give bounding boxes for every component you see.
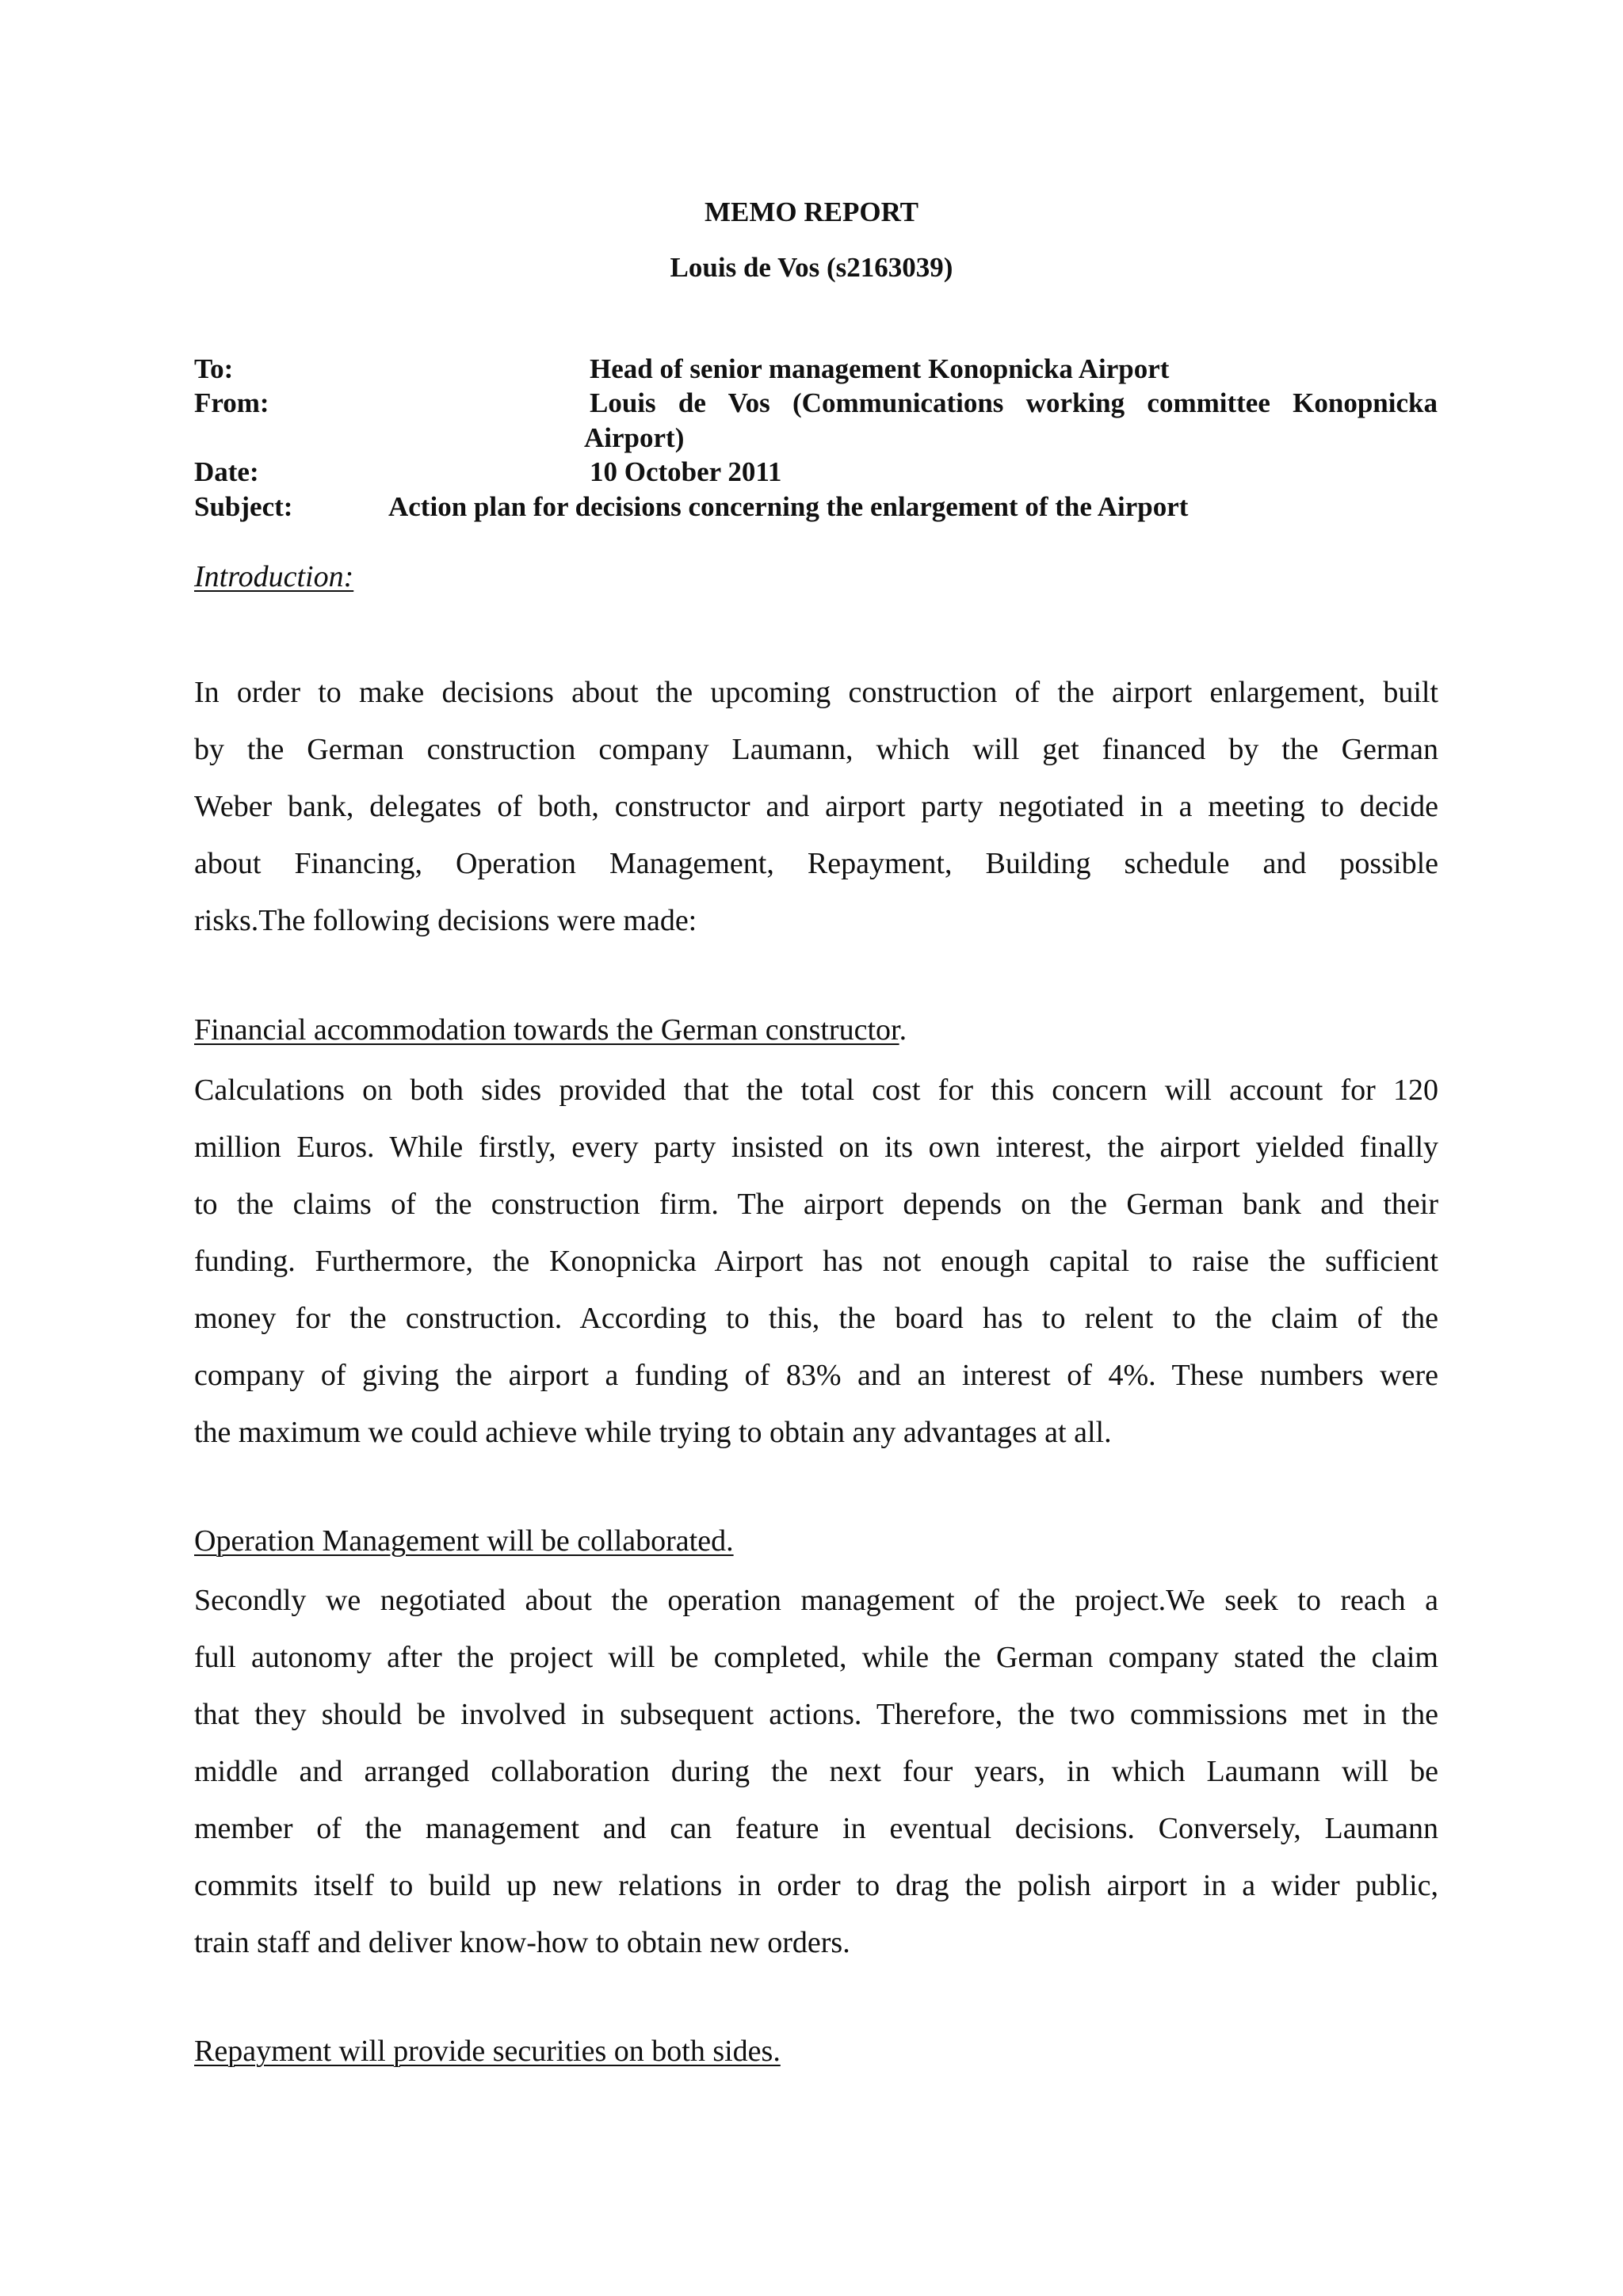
paragraph-line: funding. Furthermore, the Konopnicka Airport has not enough capital to raise the sufficient — [194, 1245, 1438, 1278]
paragraph-line: to the claims of the construction firm. The airport depends on the German bank and their — [194, 1188, 1438, 1221]
paragraph-line: full autonomy after the project will be completed, while the German company stated the claim — [194, 1641, 1438, 1674]
from-value-line1: Louis de Vos (Communications working committee Konopnicka — [590, 387, 1438, 418]
paragraph-line: commits itself to build up new relations in order to drag the polish airport in a wider public, — [194, 1869, 1438, 1902]
from-value-line2: Airport) — [584, 422, 685, 453]
paragraph-line: Weber bank, delegates of both, constructor and airport party negotiated in a meeting to decide — [194, 790, 1438, 823]
financial-heading-period: . — [899, 1013, 907, 1047]
paragraph-line: In order to make decisions about the upcoming construction of the airport enlargement, built — [194, 676, 1438, 709]
paragraph-line: risks.The following decisions were made: — [194, 904, 697, 937]
date-label: Date: — [194, 456, 259, 487]
date-value: 10 October 2011 — [590, 456, 782, 487]
from-label: From: — [194, 387, 269, 418]
financial-paragraph — [194, 1062, 1438, 1461]
operation-heading: Operation Management will be collaborated. — [194, 1524, 734, 1558]
paragraph-line: million Euros. While firstly, every party insisted on its own interest, the airport yielded finally — [194, 1131, 1438, 1164]
operation-paragraph — [194, 1572, 1438, 1971]
paragraph-line: member of the management and can feature in eventual decisions. Conversely, Laumann — [194, 1812, 1438, 1845]
financial-heading: Financial accommodation towards the German constructor — [194, 1013, 899, 1047]
subject-label: Subject: — [194, 491, 293, 522]
paragraph-line: company of giving the airport a funding of 83% and an interest of 4%. These numbers were — [194, 1359, 1438, 1392]
repayment-heading: Repayment will provide securities on both sides. — [194, 2035, 781, 2068]
paragraph-line: by the German construction company Laumann, which will get financed by the German — [194, 733, 1438, 766]
paragraph-line: middle and arranged collaboration during the next four years, in which Laumann will be — [194, 1755, 1438, 1788]
to-label: To: — [194, 353, 234, 384]
paragraph-line: money for the construction. According to this, the board has to relent to the claim of the — [194, 1302, 1438, 1335]
paragraph-line: about Financing, Operation Management, Repayment, Building schedule and possible — [194, 847, 1438, 880]
introduction-heading: Introduction: — [194, 560, 354, 593]
paragraph-line: that they should be involved in subsequent actions. Therefore, the two commissions met in the — [194, 1698, 1438, 1731]
paragraph-line: Calculations on both sides provided that the total cost for this concern will account for 120 — [194, 1074, 1438, 1107]
introduction-paragraph — [194, 664, 1438, 949]
paragraph-line: train staff and deliver know-how to obtain new orders. — [194, 1926, 850, 1959]
paragraph-line: Secondly we negotiated about the operation management of the project.We seek to reach a — [194, 1584, 1438, 1617]
financial-heading-row — [194, 1012, 907, 1048]
paragraph-line: the maximum we could achieve while trying to obtain any advantages at all. — [194, 1416, 1112, 1449]
subject-value: Action plan for decisions concerning the enlargement of the Airport — [388, 491, 1189, 522]
to-value: Head of senior management Konopnicka Airport — [590, 353, 1170, 384]
memo-author: Louis de Vos (s2163039) — [670, 252, 953, 283]
memo-title: MEMO REPORT — [704, 196, 918, 227]
